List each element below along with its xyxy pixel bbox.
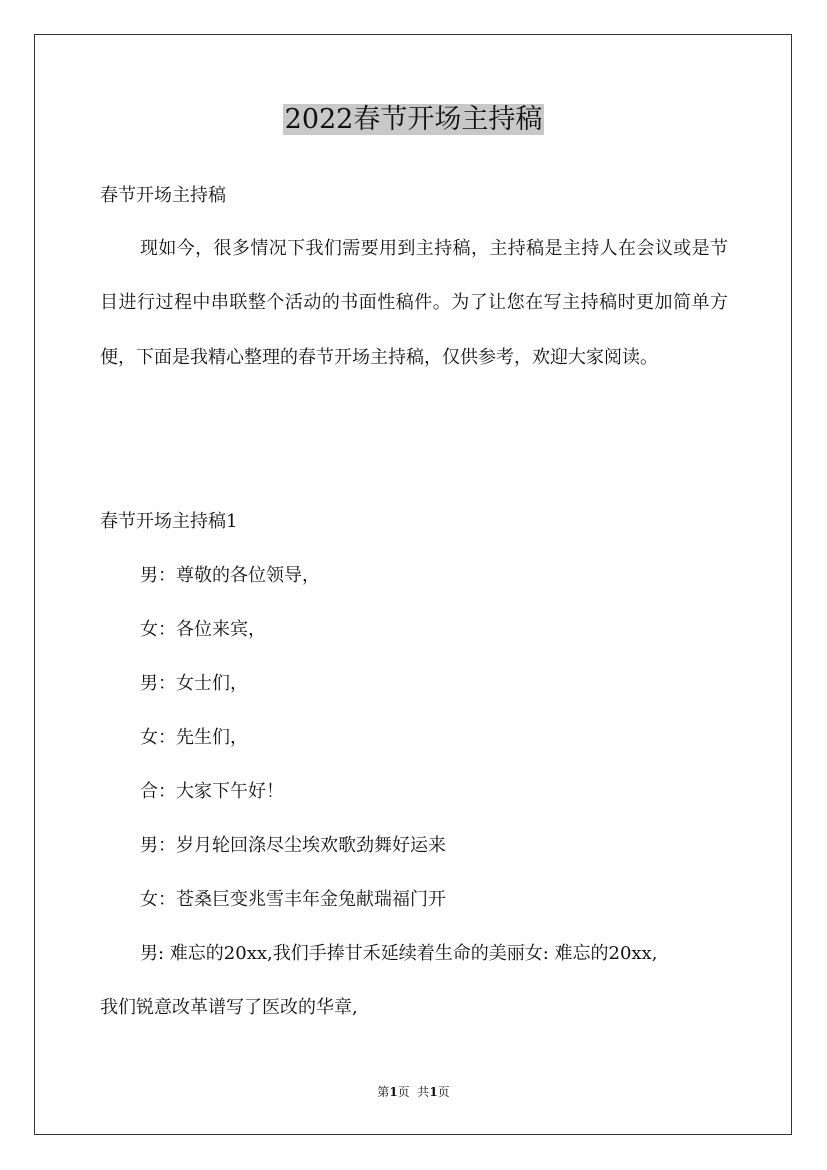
dialogue-line: 女：苍桑巨变兆雪丰年金兔献瑞福门开: [140, 889, 446, 910]
section-heading: 春节开场主持稿1: [100, 511, 238, 532]
document-title: [0, 98, 827, 142]
dialogue-line: 女：各位来宾，: [140, 619, 266, 640]
dialogue-line: 男：女士们，: [140, 673, 248, 694]
footer-prefix: 第: [377, 1085, 390, 1099]
dialogue-line: 合：大家下午好！: [140, 781, 284, 802]
footer-page-total: 1: [429, 1085, 438, 1099]
closing-line-1: 男: 难忘的20xx,我们手捧甘禾延续着生命的美丽女: 难忘的20xx,: [140, 943, 658, 964]
subtitle: 春节开场主持稿: [100, 185, 226, 206]
dialogue-line: 男：岁月轮回涤尽尘埃欢歌劲舞好运来: [140, 835, 446, 856]
footer-suffix: 页: [437, 1085, 450, 1099]
footer-page-number: 1: [389, 1085, 398, 1099]
intro-paragraph: 现如今，很多情况下我们需要用到主持稿，主持稿是主持人在会议或是节目进行过程中串联整个活动的书面性稿件。为了让您在写主持稿时更加简单方便，下面是我精心整理的春节开场主持稿，仅供参考，欢迎大家阅读。: [100, 238, 728, 368]
dialogue-line: 女：先生们，: [140, 727, 248, 748]
closing-line-2: 我们锐意改革谱写了医改的华章,: [100, 997, 358, 1018]
dialogue-line: 男：尊敬的各位领导，: [140, 565, 320, 586]
document-title-text: 2022春节开场主持稿: [284, 104, 543, 135]
footer-mid: 页 共: [397, 1085, 430, 1099]
page-footer: [0, 1083, 827, 1100]
